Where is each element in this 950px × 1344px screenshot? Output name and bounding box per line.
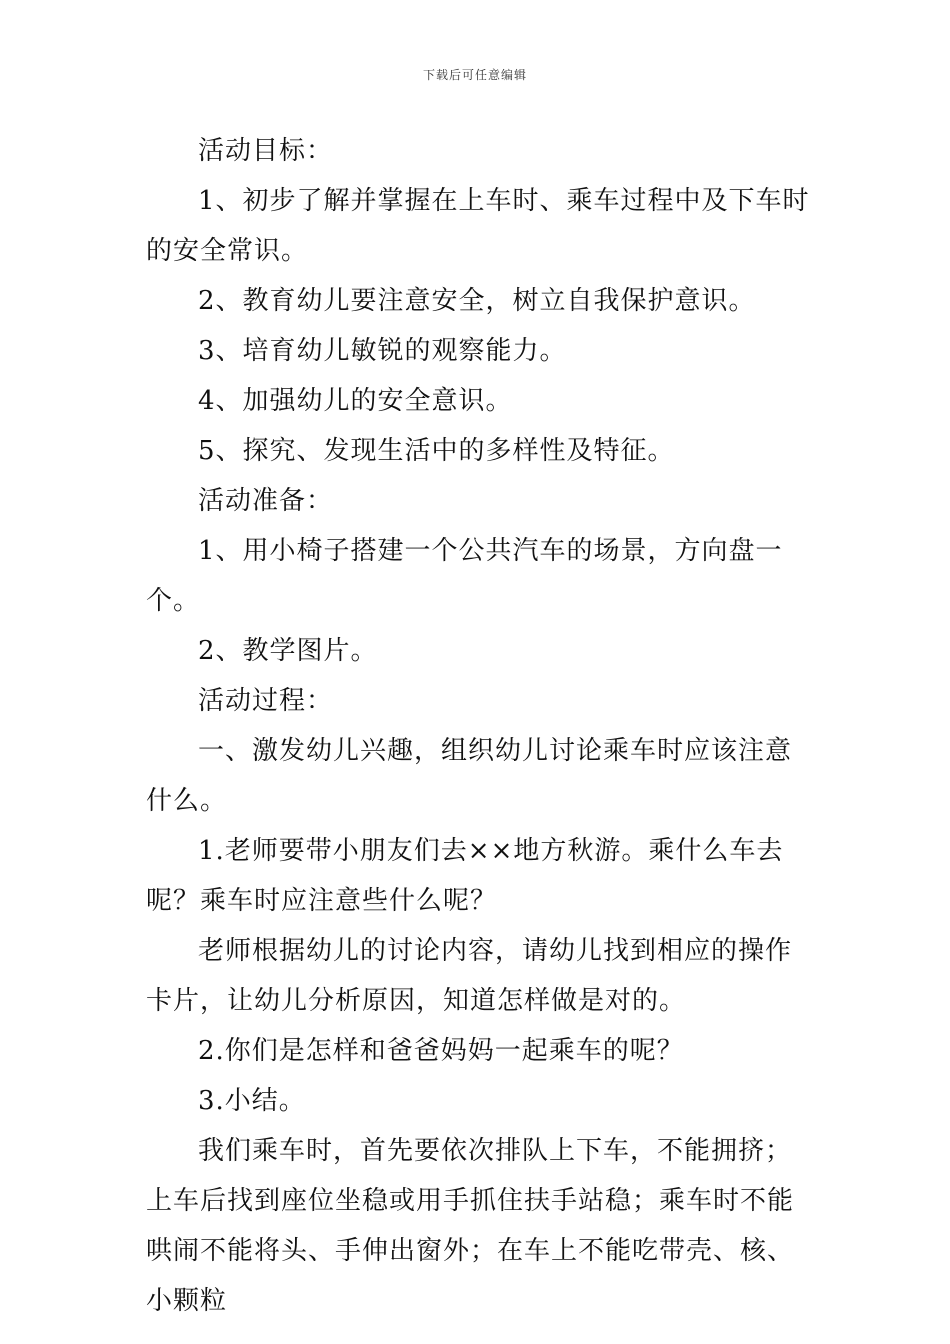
process-summary-text: 我们乘车时，首先要依次排队上下车，不能拥挤；上车后找到座位坐稳或用手抓住扶手站稳；乘车时不能哄闹不能将头、手伸出窗外；在车上不能吃带壳、核、小颗粒 [146,1136,795,1316]
process-question-2: 2.你们是怎样和爸爸妈妈一起乘车的呢？ [198,1036,684,1066]
document-body [146,126,810,1326]
goal-item-2: 2、教育幼儿要注意安全，树立自我保护意识。 [198,286,756,316]
preparation-item-2: 2、教学图片。 [198,636,378,666]
goal-item-5: 5、探究、发现生活中的多样性及特征。 [198,436,675,466]
goal-item-1: 1、初步了解并掌握在上车时、乘车过程中及下车时的安全常识。 [146,186,810,266]
page-header-note: 下载后可任意编辑 [422,68,527,82]
heading-activity-process: 活动过程： [198,686,334,716]
goal-item-3: 3、培育幼儿敏锐的观察能力。 [198,336,567,366]
process-paragraph: 老师根据幼儿的讨论内容，请幼儿找到相应的操作卡片，让幼儿分析原因，知道怎样做是对的。 [146,936,793,1016]
process-step-1: 一、激发幼儿兴趣，组织幼儿讨论乘车时应该注意什么。 [146,736,793,816]
heading-activity-goals: 活动目标： [198,136,334,166]
process-summary-heading: 3.小结。 [198,1086,306,1116]
goal-item-4: 4、加强幼儿的安全意识。 [198,386,513,416]
preparation-item-1: 1、用小椅子搭建一个公共汽车的场景，方向盘一个。 [146,536,783,616]
process-question-1: 1.老师要带小朋友们去××地方秋游。乘什么车去呢？乘车时应注意些什么呢？ [146,836,784,916]
heading-activity-preparation: 活动准备： [198,486,334,516]
